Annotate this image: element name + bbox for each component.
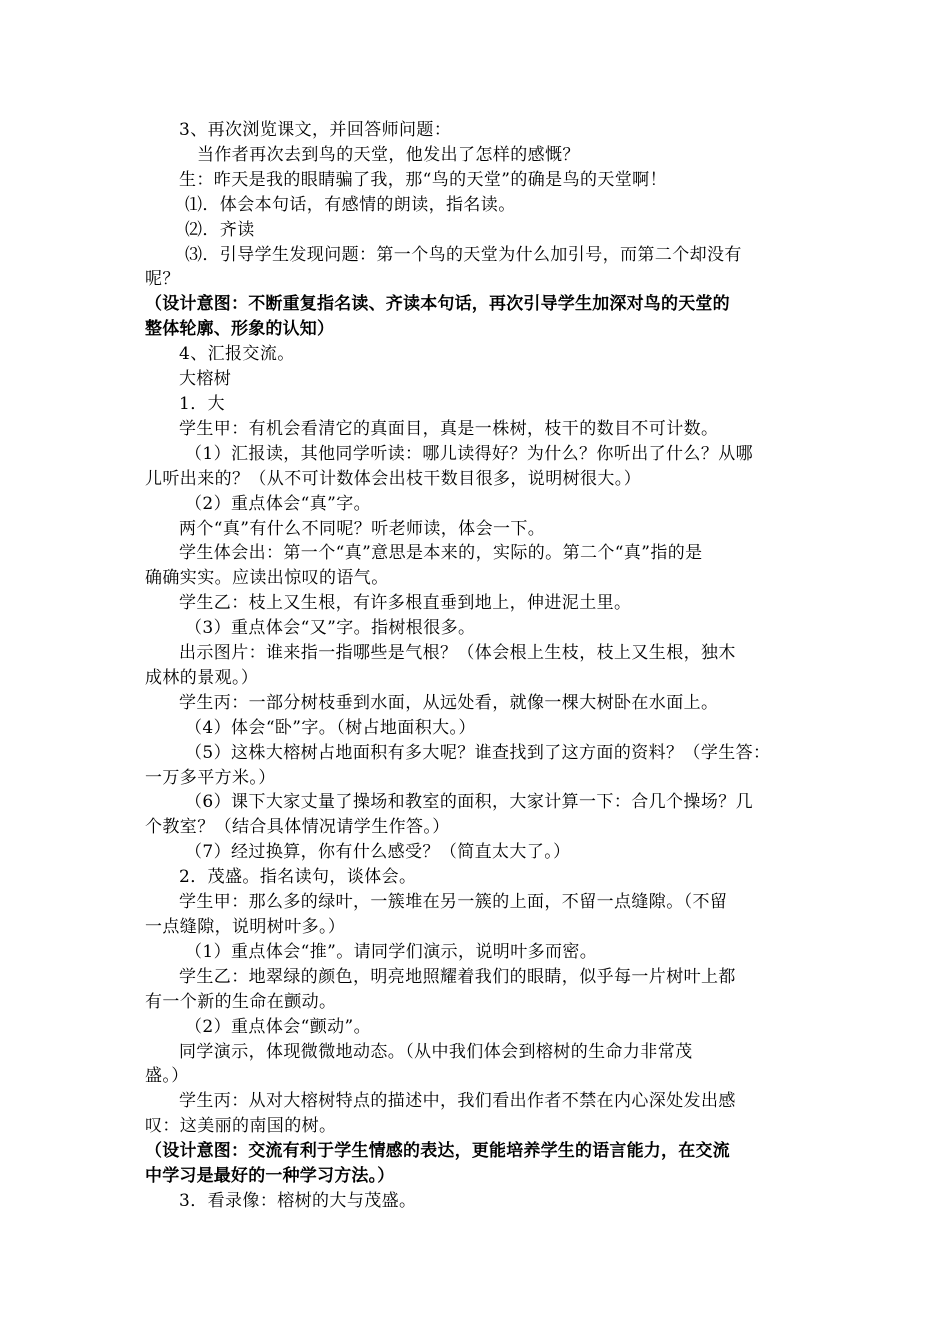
text-line: （2）重点体会“真”字。: [185, 493, 371, 514]
text-line: 学生甲：那么多的绿叶，一簇堆在另一簇的上面，不留一点缝隙。（不留: [179, 892, 728, 913]
design-intent-line: （设计意图：不断重复指名读、齐读本句话，再次引导学生加深对鸟的天堂的: [145, 294, 730, 315]
text-line: 一万多平方米。）: [145, 767, 276, 788]
design-intent-line: （设计意图：交流有利于学生情感的表达，更能培养学生的语言能力，在交流: [145, 1141, 730, 1162]
text-line: （1）汇报读，其他同学听读：哪儿读得好？为什么？你听出了什么？从哪: [185, 443, 754, 464]
text-line: 学生体会出：第一个“真”意思是本来的，实际的。第二个“真”指的是: [179, 543, 703, 564]
text-line: 盛。）: [145, 1066, 189, 1087]
document-page: [145, 118, 805, 1214]
text-line: 成林的景观。）: [145, 667, 259, 688]
text-line: （2）重点体会“颤动”。: [185, 1016, 371, 1037]
text-line: 两个“真”有什么不同呢？听老师读，体会一下。: [179, 518, 546, 539]
text-line: （4）体会“卧”字。（树占地面积大。）: [185, 717, 476, 738]
text-line: 一点缝隙，说明树叶多。）: [145, 917, 346, 937]
text-line: 个教室？（结合具体情况请学生作答。）: [145, 817, 450, 838]
design-intent-line: 中学习是最好的一种学习方法。）: [145, 1166, 395, 1187]
text-line: 学生丙：一部分树枝垂到水面，从远处看，就像一棵大树卧在水面上。: [179, 692, 719, 713]
text-line: 生：昨天是我的眼睛骗了我，那“鸟的天堂”的确是鸟的天堂啊！: [179, 169, 667, 190]
text-line: 同学演示，体现微微地动态。（从中我们体会到榕树的生命力非常茂: [179, 1041, 693, 1062]
text-line: ⑵．齐读: [185, 219, 255, 240]
text-line: 3、再次浏览课文，并回答师问题：: [179, 120, 452, 140]
text-line: 叹：这美丽的南国的树。: [145, 1116, 337, 1137]
text-line: 呢？: [145, 269, 180, 290]
text-line: 学生丙：从对大榕树特点的描述中，我们看出作者不禁在内心深处发出感: [179, 1091, 736, 1112]
text-line: 4、汇报交流。: [179, 344, 295, 365]
text-line: 儿听出来的？（从不可计数体会出枝干数目很多，说明树很大。）: [145, 468, 642, 489]
text-line: ⑴．体会本句话，有感情的朗读，指名读。: [185, 194, 516, 215]
text-line: 出示图片：谁来指一指哪些是气根？（体会根上生枝，枝上又生根，独木: [179, 643, 736, 664]
text-line: 当作者再次去到鸟的天堂，他发出了怎样的感慨？: [197, 144, 580, 165]
text-line: 有一个新的生命在颤动。: [145, 991, 337, 1012]
text-line: （1）重点体会“推”。请同学们演示，说明叶多而密。: [185, 941, 598, 962]
text-line: 学生乙：枝上又生根，有许多根直垂到地上，伸进泥土里。: [179, 593, 632, 614]
text-line: 2．茂盛。指名读句，谈体会。: [179, 867, 417, 888]
text-line: 确确实实。应读出惊叹的语气。: [145, 568, 389, 589]
text-line: 1．大: [179, 393, 226, 414]
text-line: 学生乙：地翠绿的颜色，明亮地照耀着我们的眼睛，似乎每一片树叶上都: [179, 966, 736, 987]
text-line: （3）重点体会“又”字。指树根很多。: [185, 618, 476, 639]
text-line: （5）这株大榕树占地面积有多大呢？谁查找到了这方面的资料？（学生答：: [185, 742, 771, 763]
design-intent-line: 整体轮廓、形象的认知）: [145, 319, 335, 340]
text-line: 学生甲：有机会看清它的真面目，真是一株树，枝干的数目不可计数。: [179, 418, 719, 439]
text-line: （6）课下大家丈量了操场和教室的面积，大家计算一下：合几个操场？几: [185, 792, 754, 813]
text-line: 3．看录像：榕树的大与茂盛。: [179, 1190, 417, 1211]
text-line: 大榕树: [179, 369, 232, 390]
text-line: ⑶．引导学生发现问题：第一个鸟的天堂为什么加引号，而第二个却没有: [185, 244, 742, 265]
text-line: （7）经过换算，你有什么感受？（简直太大了。）: [185, 842, 571, 863]
